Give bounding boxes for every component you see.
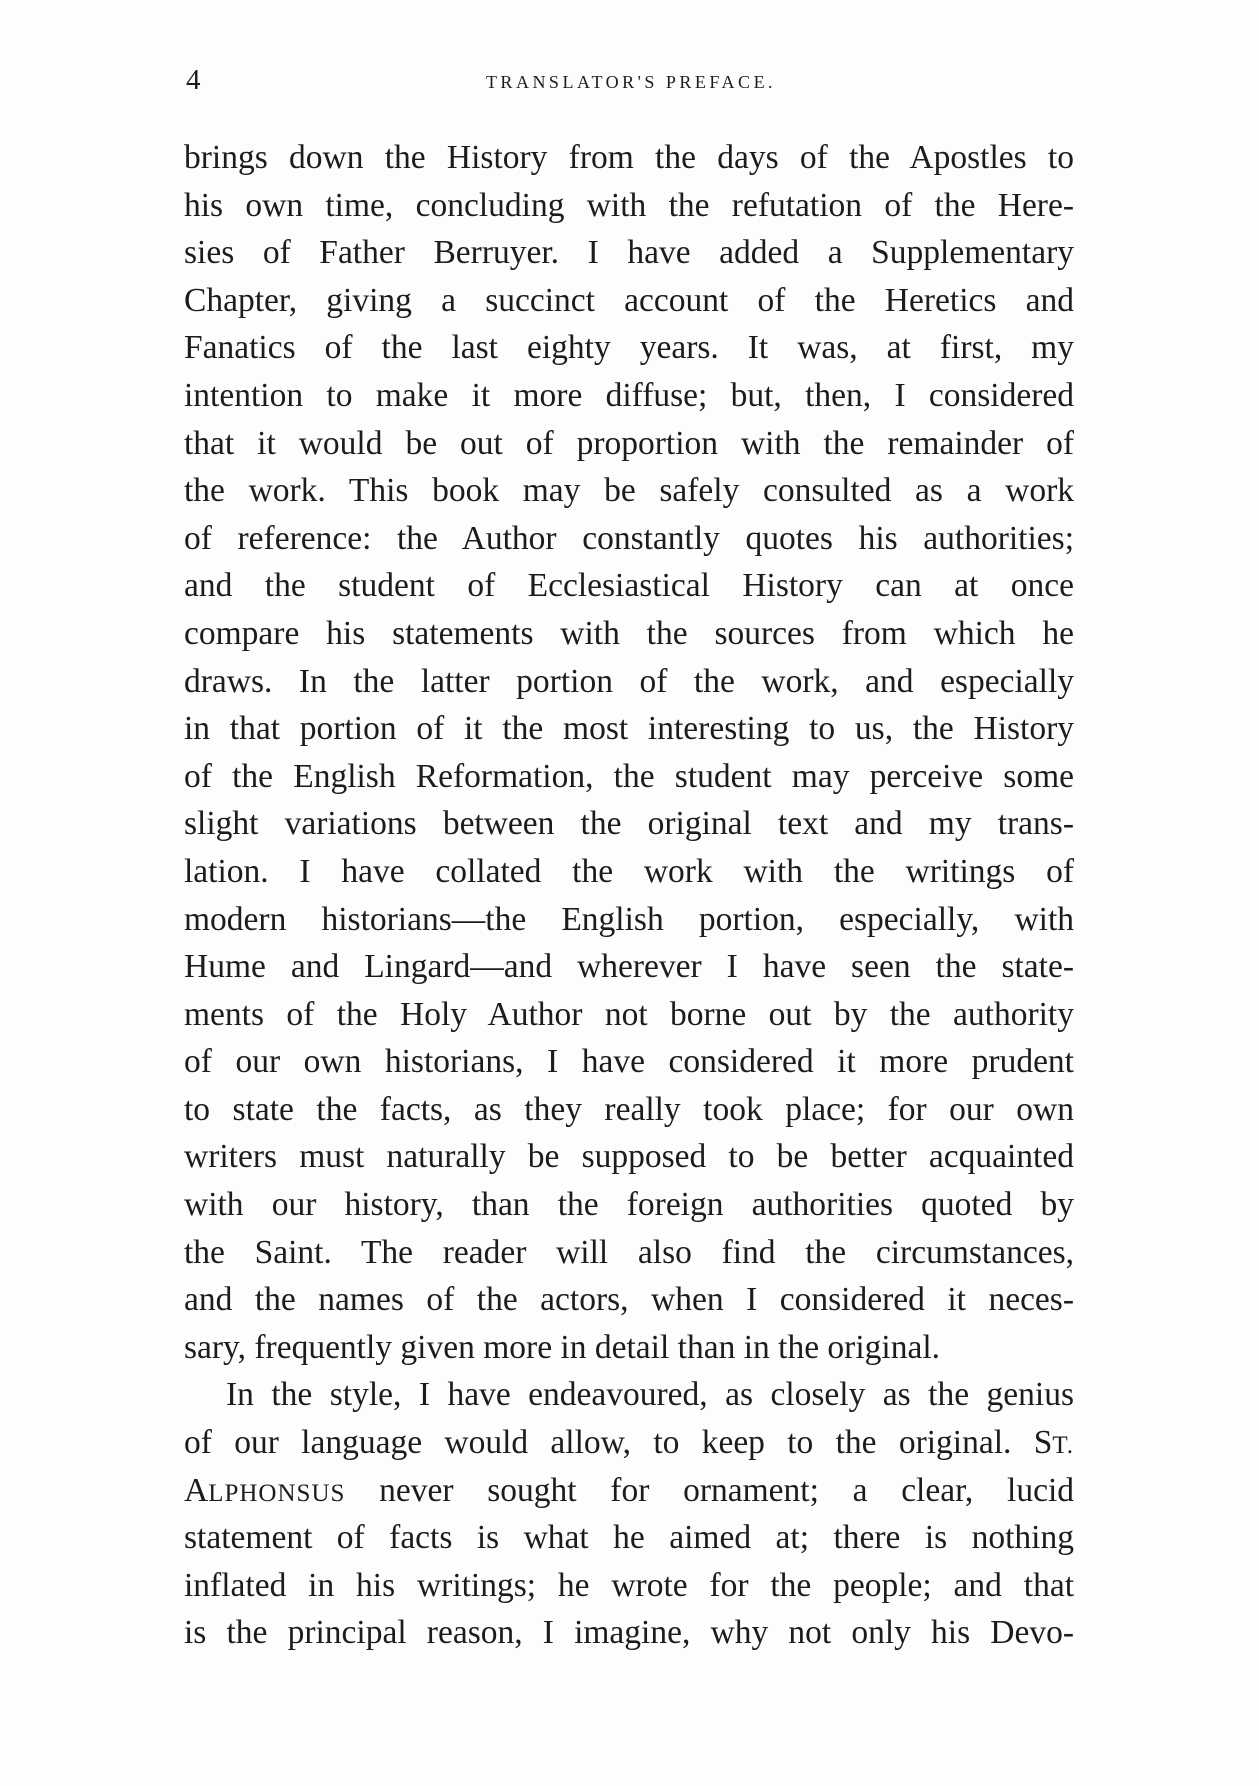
- text-line: intention to make it more diffuse; but, then, I considered: [184, 376, 1074, 414]
- text-line: the Saint. The reader will also find the circumstances,: [184, 1233, 1074, 1271]
- text-line: modern historians—the English portion, especially, with: [184, 900, 1074, 938]
- body-text: [184, 134, 1074, 1657]
- text-line: sary, frequently given more in detail than in the original.: [184, 1328, 941, 1366]
- text-line: draws. In the latter portion of the work, and especially: [184, 662, 1074, 700]
- text-line: in that portion of it the most interesting to us, the History: [184, 710, 1074, 748]
- text-line: In the style, I have endeavoured, as closely as the genius: [226, 1376, 1074, 1414]
- text-line: his own time, concluding with the refutation of the Here-: [184, 186, 1074, 224]
- small-caps-saint: ST.: [1033, 1424, 1074, 1462]
- text-line: [184, 1467, 1074, 1515]
- text-line: Chapter, giving a succinct account of the Heretics and: [184, 281, 1074, 319]
- page-number: 4: [186, 64, 201, 96]
- paragraph: [184, 134, 1074, 1371]
- text-line: of reference: the Author constantly quotes his authorities;: [184, 519, 1074, 557]
- text-line: brings down the History from the days of the Apostles to: [184, 139, 1074, 176]
- text-line: Fanatics of the last eighty years. It was, at first, my: [184, 329, 1074, 367]
- text-segment: of our language would allow, to keep to the original.: [184, 1424, 1012, 1462]
- text-line: and the student of Ecclesiastical History can at once: [184, 567, 1074, 605]
- text-line: ments of the Holy Author not borne out by the authority: [184, 995, 1074, 1033]
- text-line: sies of Father Berruyer. I have added a Supplementary: [184, 234, 1074, 272]
- text-line: inflated in his writings; he wrote for the people; and that: [184, 1566, 1074, 1604]
- text-line: of our own historians, I have considered it more prudent: [184, 1043, 1074, 1081]
- text-line: is the principal reason, I imagine, why not only his Devo-: [184, 1614, 1074, 1652]
- text-line: compare his statements with the sources from which he: [184, 614, 1074, 652]
- text-line: [184, 1419, 1074, 1467]
- text-line: to state the facts, as they really took place; for our own: [184, 1090, 1074, 1128]
- text-segment: never sought for ornament; a clear, lucid: [379, 1471, 1074, 1509]
- text-line: lation. I have collated the work with the writings of: [184, 852, 1074, 890]
- small-caps-alphonsus: ALPHONSUS: [184, 1471, 346, 1509]
- text-line: the work. This book may be safely consulted as a work: [184, 472, 1074, 510]
- text-line: with our history, than the foreign authorities quoted by: [184, 1186, 1074, 1224]
- text-line: and the names of the actors, when I considered it neces-: [184, 1281, 1074, 1319]
- paragraph: [184, 1371, 1074, 1657]
- text-line: writers must naturally be supposed to be better acquainted: [184, 1138, 1074, 1176]
- running-head: TRANSLATOR'S PREFACE.: [485, 72, 777, 92]
- page-header: [186, 60, 1076, 100]
- text-line: of the English Reformation, the student may perceive some: [184, 757, 1074, 795]
- text-line: slight variations between the original text and my trans-: [184, 805, 1074, 843]
- text-line: Hume and Lingard—and wherever I have seen the state-: [184, 948, 1074, 986]
- text-line: statement of facts is what he aimed at; there is nothing: [184, 1519, 1074, 1557]
- text-line: that it would be out of proportion with the remainder of: [184, 424, 1074, 462]
